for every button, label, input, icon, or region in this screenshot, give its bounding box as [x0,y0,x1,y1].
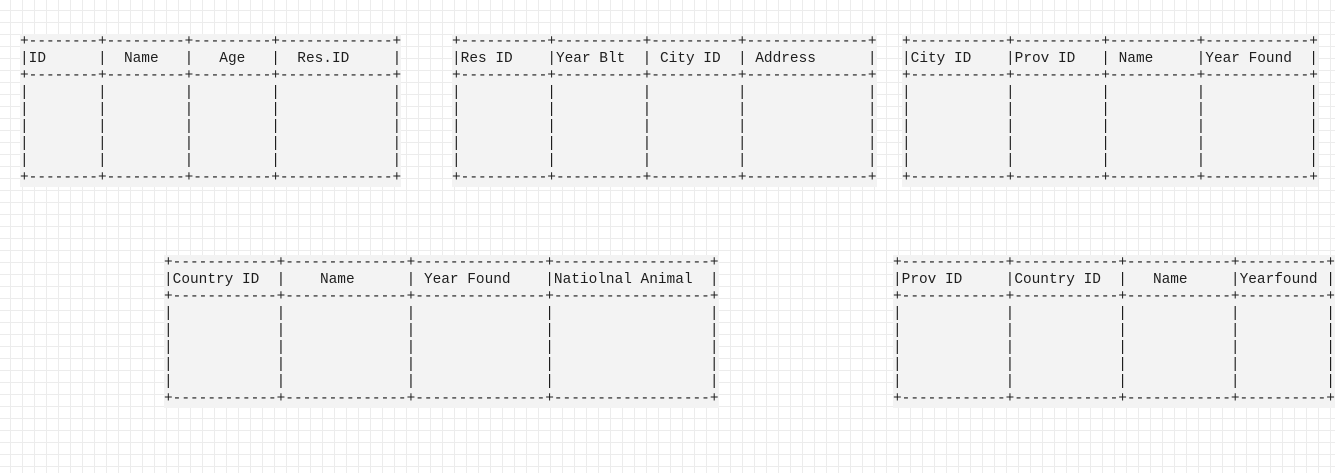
table-bottom-border: +----------+----------+----------+--------------+ [452,170,877,186]
table-row: | | | | | [893,323,1335,339]
country-table [164,255,719,408]
table-header-cell: Year Blt [555,51,643,67]
table-row: | | | | | [164,357,719,373]
residence-table [452,34,877,187]
table-header-cell: Name [285,272,407,288]
table-row: | | | | | [164,374,719,390]
table-header-separator: +----------+----------+----------+--------------+ [452,68,877,84]
table-header-cell: Year Found [415,272,546,288]
table-top-border: +-----------+----------+----------+------------+ [902,34,1318,50]
table-header-row: |ID | Name | Age | Res.ID | [20,51,402,67]
table-row: | | | | | [452,153,877,169]
table-row: | | | | | [164,306,719,322]
table-row: | | | | | [452,119,877,135]
table-row: | | | | | [452,136,877,152]
table-bottom-border: +-----------+----------+----------+------------+ [902,170,1318,186]
table-header-cell: Name [1126,272,1231,288]
table-top-border: +------------+------------+------------+----------+ [893,255,1335,271]
table-header-cell: Yearfound [1239,272,1327,288]
table-header-cell: Name [106,51,185,67]
table-row: | | | | | [164,323,719,339]
table-row: | | | | | [20,153,402,169]
table-header-separator: +------------+--------------+---------------+------------------+ [164,289,719,305]
table-row: | | | | | [893,340,1335,356]
province-table [893,255,1335,408]
table-header-cell: Year Found [1205,51,1310,67]
person-table [20,34,401,187]
table-bottom-border: +------------+------------+------------+----------+ [893,391,1335,407]
table-row: | | | | | [893,306,1335,322]
table-row: | | | | | [893,357,1335,373]
table-header-row: |City ID |Prov ID | Name |Year Found | [902,51,1318,67]
table-row: | | | | | [452,85,877,101]
table-row: | | | | | [902,85,1318,101]
table-header-cell: Prov ID [901,272,1006,288]
table-row: | | | | | [902,102,1318,118]
table-header-cell: Prov ID [1014,51,1102,67]
table-row: | | | | | [452,102,877,118]
table-header-separator: +-----------+----------+----------+------------+ [902,68,1318,84]
table-row: | | | | | [20,102,402,118]
table-header-cell: ID [28,51,98,67]
table-header-row: |Country ID | Name | Year Found |Natiolnal Animal | [164,272,719,288]
table-row: | | | | | [20,136,402,152]
table-header-cell: Country ID [1014,272,1119,288]
table-row: | | | | | [902,153,1318,169]
table-bottom-border: +--------+---------+---------+-------------+ [20,170,402,186]
table-header-row: |Prov ID |Country ID | Name |Yearfound | [893,272,1335,288]
table-header-cell: Country ID [172,272,277,288]
table-row: | | | | | [902,119,1318,135]
table-bottom-border: +------------+--------------+---------------+------------------+ [164,391,719,407]
table-header-row: |Res ID |Year Blt | City ID | Address | [452,51,877,67]
table-row: | | | | | [164,340,719,356]
table-header-cell: City ID [651,51,738,67]
table-header-cell: Res.ID [279,51,393,67]
table-row: | | | | | [893,374,1335,390]
table-top-border: +----------+----------+----------+--------------+ [452,34,877,50]
table-top-border: +--------+---------+---------+-------------+ [20,34,402,50]
table-top-border: +------------+--------------+---------------+------------------+ [164,255,719,271]
table-row: | | | | | [20,85,402,101]
table-header-cell: Natiolnal Animal [553,272,710,288]
table-header-cell: Name [1109,51,1197,67]
city-table [902,34,1318,187]
table-row: | | | | | [902,136,1318,152]
table-header-cell: City ID [910,51,1006,67]
table-row: | | | | | [20,119,402,135]
table-header-separator: +------------+------------+------------+----------+ [893,289,1335,305]
table-header-cell: Res ID [460,51,548,67]
table-header-cell: Age [193,51,272,67]
table-header-separator: +--------+---------+---------+-------------+ [20,68,402,84]
table-header-cell: Address [746,51,868,67]
